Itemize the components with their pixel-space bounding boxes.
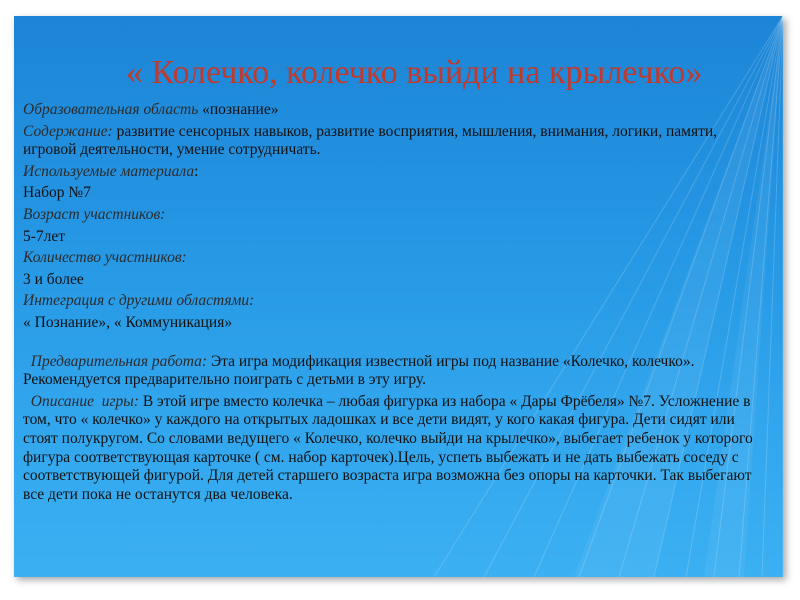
slide [14,16,783,577]
materials-value: Набор №7 [23,184,91,202]
content-value: развитие сенсорных навыков, развитие восприятия, мышления, внимания, логики, памяти, игровой деятельности, умение сотрудничать. [23,122,718,159]
age-value: 5-7лет [23,227,66,245]
area-line [23,101,763,120]
count-label: Количество участников: [23,249,187,267]
slide-content [14,16,783,577]
prep-paragraph [23,353,763,390]
age-label: Возраст участников: [23,205,166,223]
integration-label: Интеграция с другими областями: [23,292,255,310]
slide-title: « Колечко, колечко выйди на крылечко» [126,54,703,91]
area-label: Образовательная область [23,101,199,118]
slide-body [23,101,763,507]
materials-colon: : [194,162,199,180]
desc-value: В этой игре вместо колечка – любая фигурка из набора « Дары Фрёбеля» №7. Усложнение в том, что « колечко» у каждого на открытых ладошках и все дети видят, у кого какая фигура. Дети сидят или стоят полукругом. Со словами ведущего « Колечко, колечко выйди на крылечко», выбегает ребенок у которого фигура соответствующая карточке ( см. набор карточек).Цель, успеть выбежать и не дать выбежать соседу с соответствующей фигурой. Для детей старшего возраста игра возможна без опоры на карточки. Так выбегают все дети пока не останутся два человека. [23,392,753,503]
integration-value: « Познание», « Коммуникация» [23,313,233,331]
paragraph-gap [23,336,763,353]
area-value: «познание» [198,101,279,118]
desc-label: Описание игры: [23,392,139,410]
content-line [23,123,763,160]
prep-label: Предварительная работа: [23,352,208,370]
materials-label: Используемые материала [23,162,195,180]
desc-paragraph [23,393,763,505]
prep-value: Эта игра модификация известной игры под название «Колечко, колечко». Рекомендуется предварительно поиграть с детьми в эту игру. [23,352,695,389]
materials-line [23,163,763,182]
count-value: 3 и более [23,270,84,288]
content-label: Содержание: [23,122,117,140]
